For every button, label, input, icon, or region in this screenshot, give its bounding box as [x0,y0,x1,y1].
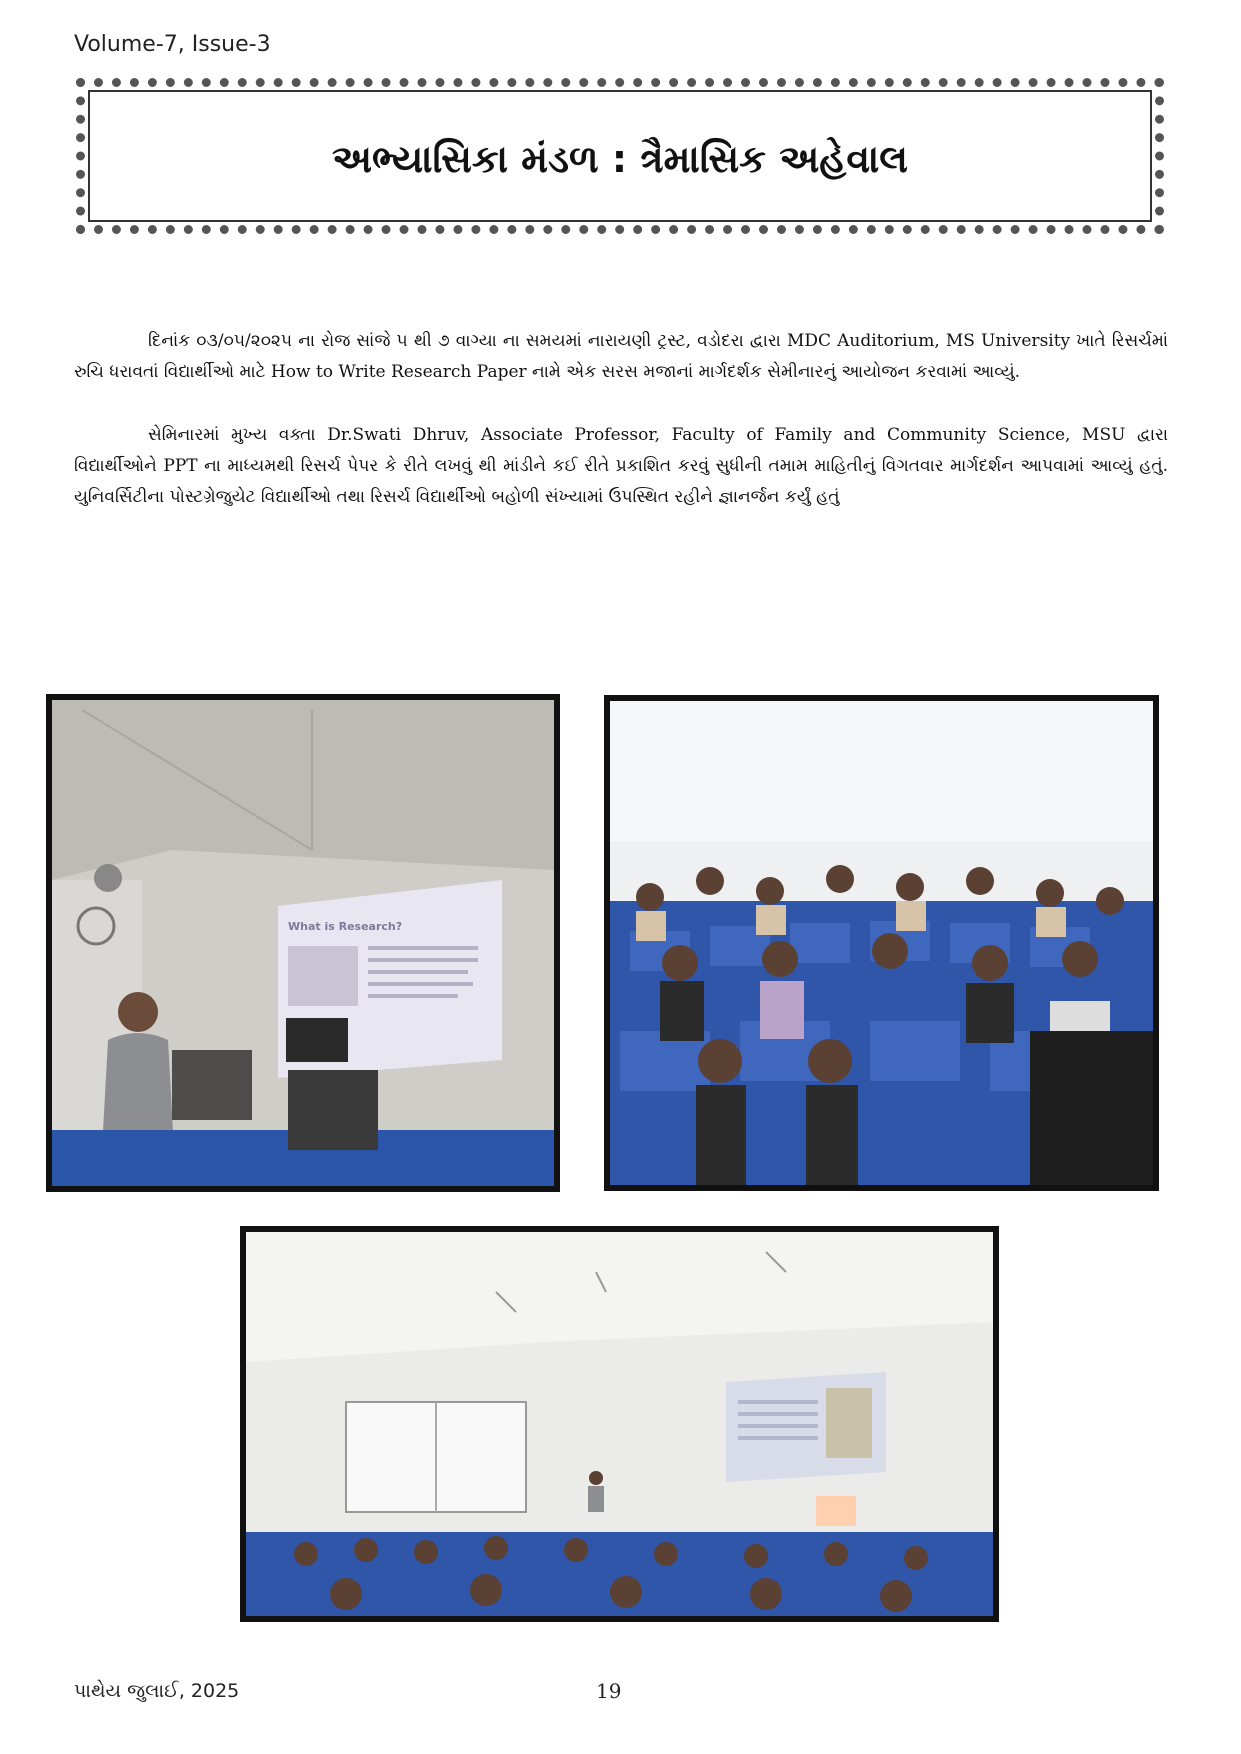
footer-magazine-issue: પાથેય જુલાઈ, 2025 [74,1680,240,1702]
page-number: 19 [596,1679,622,1703]
photo-auditorium [240,1226,999,1622]
slide-title-text: What is Research? [288,920,403,933]
title-frame [76,78,1164,234]
paragraph-seminar-intro: દિનાંક ૦૩/૦૫/૨૦૨૫ ના રોજ સાંજે ૫ થી ૭ વાગ્યા ના સમયમાં નારાયણી ટ્રસ્ટ, વડોદરા દ્વારા MDC Auditorium, MS University ખાતે રિસર્ચમાં રુચિ ધરાવતાં વિદ્યાર્થીઓ માટે How to Write Research Paper નામે એક સરસ મજાનાં માર્ગદર્શક સેમીનારનું આયોજન કરવામાં આવ્યું. [74,331,1168,382]
paragraph-seminar-details: સેમિનારમાં મુખ્ય વક્તા Dr.Swati Dhruv, Associate Professor, Faculty of Family and Community Science, MSU દ્વારા વિદ્યાર્થીઓને PPT ના માધ્યમથી રિસર્ચ પેપર કે રીતે લખવું થી માંડીને કઈ રીતે પ્રકાશિત કરવું સુધીની તમામ માહિતીનું વિગતવાર માર્ગદર્શન આપવામાં આવ્યું હતું. યુનિવર્સિટીના પોસ્ટગ્રેજુયેટ વિદ્યાર્થીઓ તથા રિસર્ચ વિદ્યાર્થીઓ બહોળી સંખ્યામાં ઉપસ્થિત રહીને જ્ઞાનર્જન કર્યું હતું [74,425,1168,507]
photo-audience [604,695,1159,1191]
volume-issue-label: Volume-7, Issue-3 [74,32,271,57]
photo-speaker-presenting [46,694,560,1192]
page-title: અભ્યાસિકા મંડળ : ત્રૈમાસિક અહેવાલ [331,137,909,181]
